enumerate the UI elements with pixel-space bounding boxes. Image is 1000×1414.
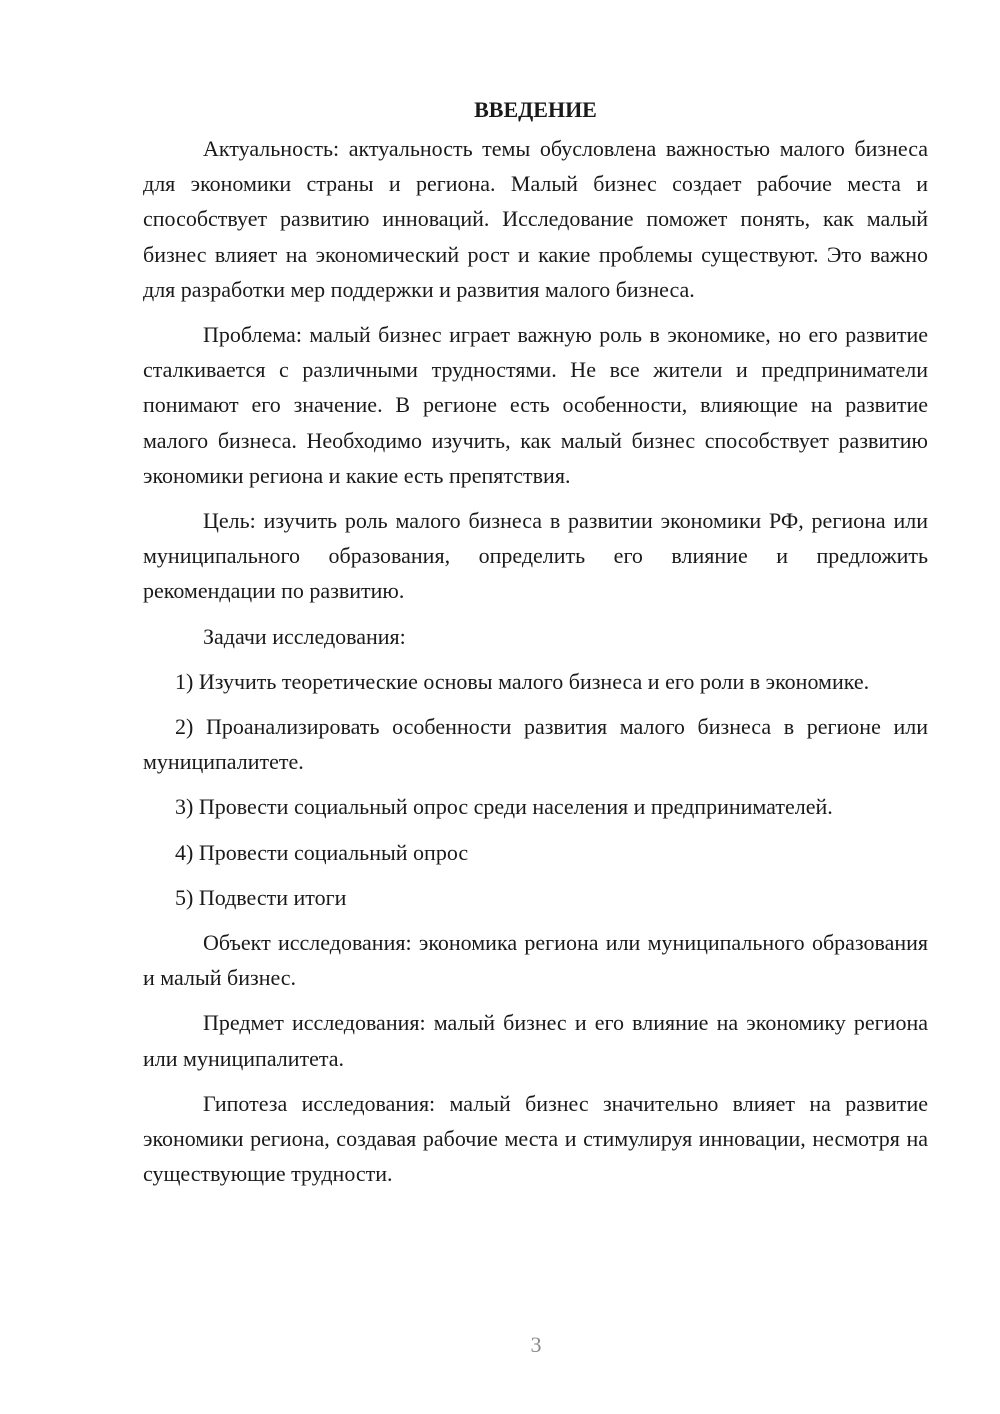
tasks-heading: Задачи исследования:	[203, 623, 406, 649]
document-page	[143, 92, 928, 1191]
task-item-5: 5) Подвести итоги	[175, 884, 347, 910]
page-number: 3	[530, 1332, 542, 1357]
task-item-4: 4) Провести социальный опрос	[175, 839, 469, 865]
task-item-1: 1) Изучить теоретические основы малого бизнеса и его роли в экономике.	[175, 668, 870, 694]
task-item-2: 2) Проанализировать особенности развития малого бизнеса в регионе или муниципалитете.	[143, 714, 928, 775]
subject-paragraph: Предмет исследования: малый бизнес и его влияние на экономику региона или муниципалитета.	[143, 1010, 928, 1071]
problem-paragraph: Проблема: малый бизнес играет важную роль в экономике, но его развитие сталкивается с различными трудностями. Не все жители и предприниматели понимают его значение. В регионе есть особенности, влияющие на развитие малого бизнеса. Необходимо изучить, как малый бизнес способствует развитию экономики региона и какие есть препятствия.	[143, 322, 928, 488]
relevance-paragraph: Актуальность: актуальность темы обусловлена важностью малого бизнеса для экономики страны и региона. Малый бизнес создает рабочие места и способствует развитию инноваций. Исследование поможет понять, как малый бизнес влияет на экономический рост и какие проблемы существуют. Это важно для разработки мер поддержки и развития малого бизнеса.	[143, 136, 928, 302]
object-paragraph: Объект исследования: экономика региона или муниципального образования и малый бизнес.	[143, 930, 928, 991]
hypothesis-paragraph: Гипотеза исследования: малый бизнес значительно влияет на развитие экономики региона, создавая рабочие места и стимулируя инновации, несмотря на существующие трудности.	[143, 1090, 928, 1187]
task-item-3: 3) Провести социальный опрос среди населения и предпринимателей.	[175, 794, 833, 820]
goal-paragraph: Цель: изучить роль малого бизнеса в развитии экономики РФ, региона или муниципального образования, определить его влияние и предложить рекомендации по развитию.	[143, 508, 928, 604]
section-title: ВВЕДЕНИЕ	[474, 97, 597, 122]
